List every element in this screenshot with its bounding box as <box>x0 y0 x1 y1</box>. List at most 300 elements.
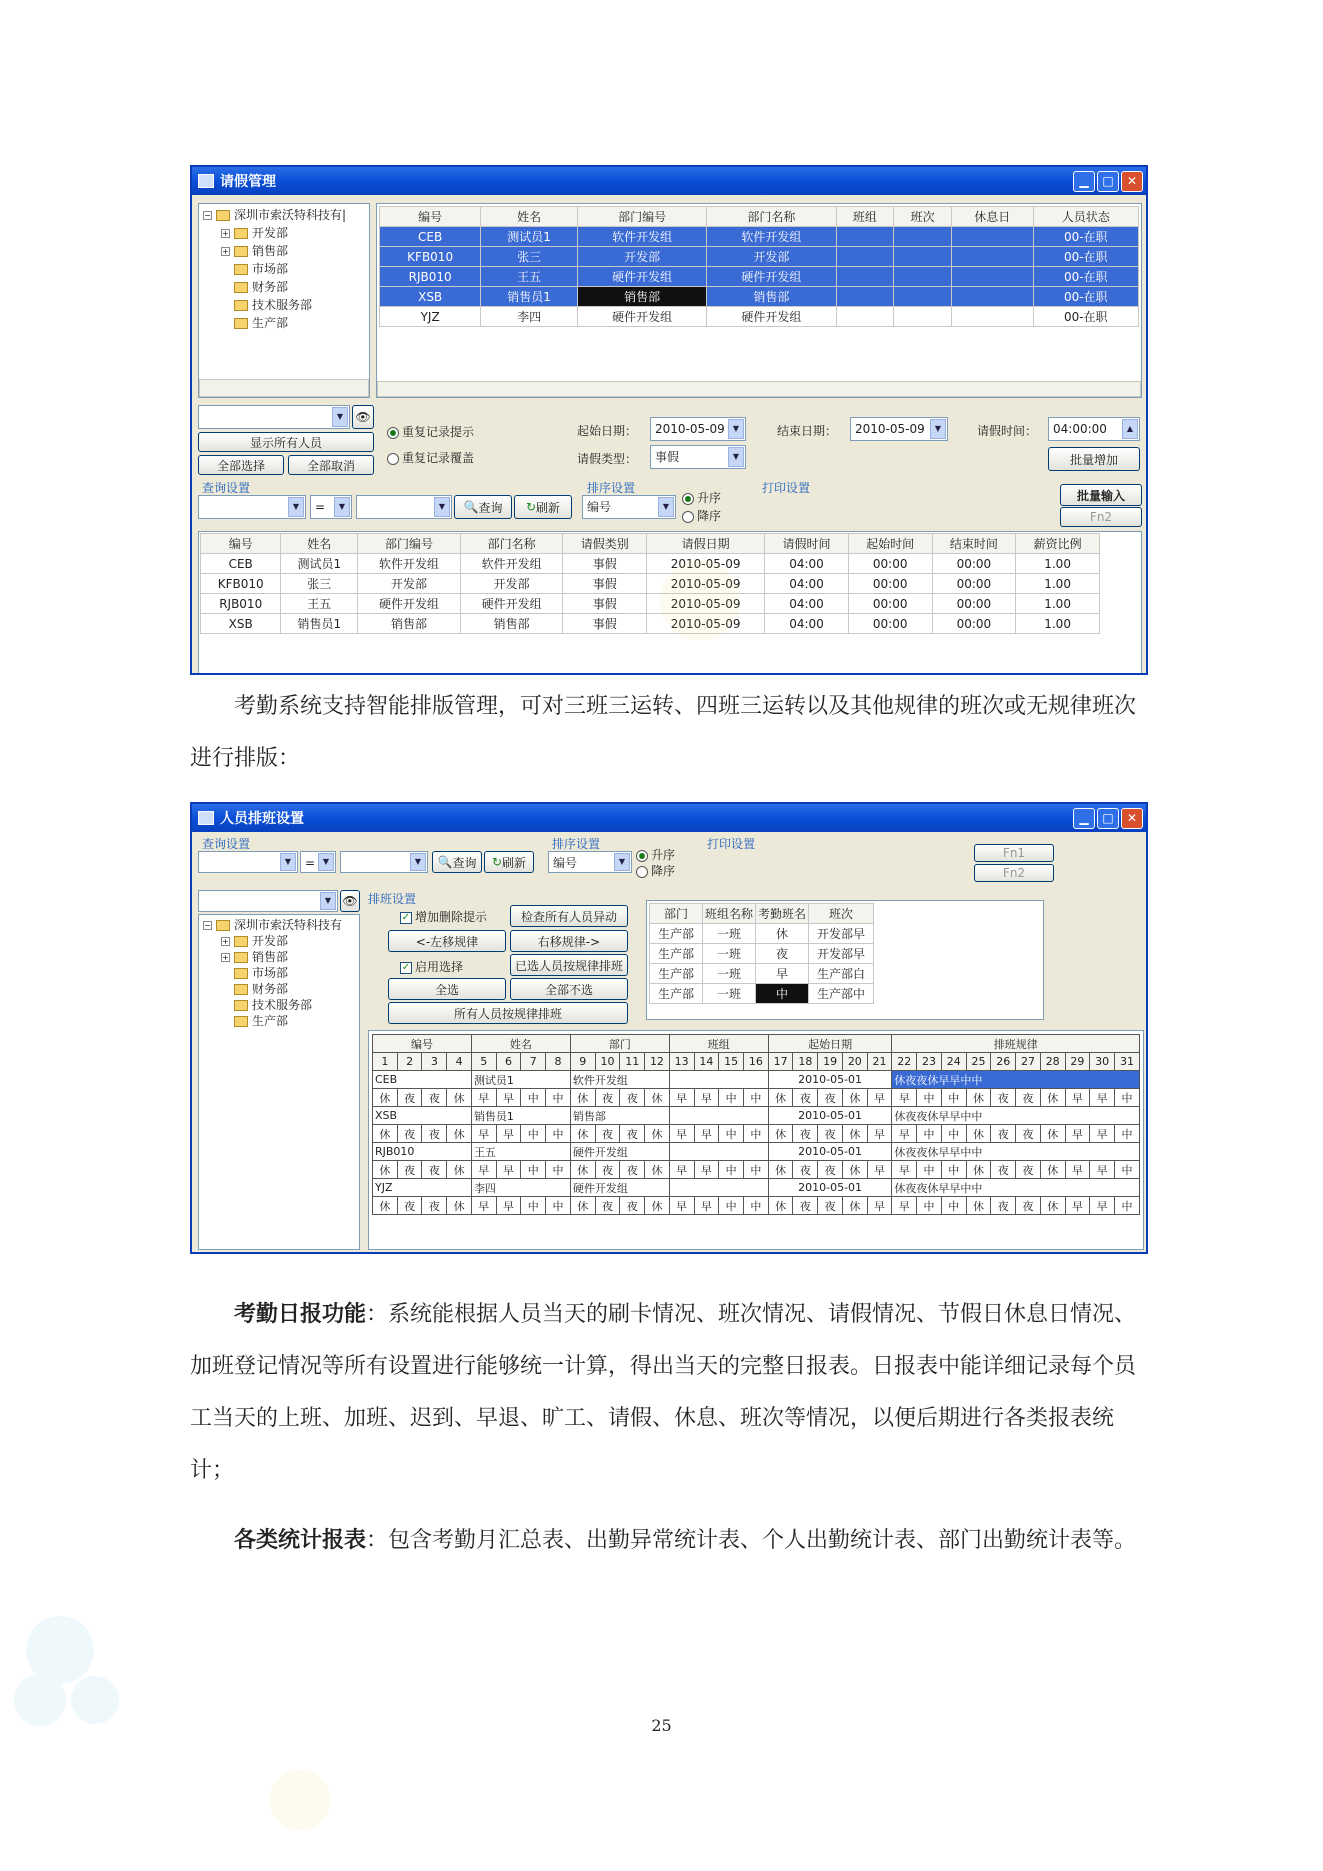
table-row[interactable] <box>380 247 1139 267</box>
fn1-button[interactable]: Fn1 <box>974 844 1054 862</box>
table-cell: 王五 <box>481 267 578 287</box>
table-cell: 夜 <box>991 1089 1016 1107</box>
table-cell: 事假 <box>563 594 647 614</box>
tree-node[interactable]: 财务部 <box>203 278 365 296</box>
table-cell: 硬件开发组 <box>358 594 461 614</box>
batch-input-button[interactable]: 批量输入 <box>1060 484 1142 506</box>
query-value-combo[interactable]: ▼ <box>356 495 452 519</box>
sort-field-combo[interactable]: 编号 ▼ <box>548 851 632 873</box>
table-cell: 中 <box>941 1125 966 1143</box>
window-title: 请假管理 <box>220 174 276 190</box>
table-row[interactable] <box>373 1071 1140 1089</box>
table-cell: 中 <box>521 1161 546 1179</box>
table-header <box>650 904 874 924</box>
schedule-grid[interactable] <box>372 1034 1140 1215</box>
table-cell: XSB <box>201 614 281 634</box>
magnifier-icon: 🔍 <box>463 500 479 514</box>
table-cell <box>836 267 894 287</box>
table-cell: 2 <box>397 1053 422 1071</box>
table-cell: 中 <box>719 1161 744 1179</box>
show-all-button[interactable]: 显示所有人员 <box>198 432 374 452</box>
table-cell: 请假时间 <box>765 534 849 554</box>
table-cell: 11 <box>620 1053 645 1071</box>
tree-node[interactable]: 市场部 <box>203 965 355 981</box>
table-row[interactable] <box>373 1125 1140 1143</box>
table-cell: 夜 <box>793 1197 818 1215</box>
table-row[interactable] <box>380 307 1139 327</box>
query-button[interactable]: 🔍 查询 <box>454 495 512 519</box>
window-title: 人员排班设置 <box>220 811 304 827</box>
table-cell: CEB <box>373 1071 472 1089</box>
table-cell: 夜 <box>756 944 809 964</box>
table-cell: 中 <box>941 1089 966 1107</box>
table-row[interactable] <box>650 944 874 964</box>
table-cell: 休 <box>645 1161 670 1179</box>
paragraph-daily-report: 考勤日报功能：系统能根据人员当天的刷卡情况、班次情况、请假情况、节假日休息日情况、加班登记情况等所有设置进行能够统一计算，得出当天的完整日报表。日报表中能详细记录每个员工当天的上班、加班、迟到、早退、旷工、请假、休息、班次等情况，以便后期进行各类报表统计； <box>190 1301 1137 1483</box>
table-cell: 开发部 <box>460 574 563 594</box>
check-changes-button[interactable]: 检查所有人员异动 <box>510 905 628 927</box>
folder-icon <box>234 952 248 963</box>
table-cell: 00:00 <box>848 614 932 634</box>
query-button[interactable]: 🔍 查询 <box>432 851 482 873</box>
table-cell: 请假日期 <box>647 534 765 554</box>
tree-node[interactable]: + 开发部 <box>222 226 289 240</box>
table-cell: 销售员1 <box>281 614 358 634</box>
tree-node[interactable]: 生产部 <box>203 1013 355 1029</box>
binoculars-icon: 👁 <box>342 894 358 908</box>
table-cell: 销售部 <box>460 614 563 634</box>
table-cell: 16 <box>744 1053 769 1071</box>
select-all-button[interactable]: 全部选择 <box>198 455 284 475</box>
sort-field-combo[interactable]: 编号 ▼ <box>582 495 676 519</box>
table-cell: CEB <box>380 227 481 247</box>
leave-type-field[interactable]: 事假 ▼ <box>650 445 746 469</box>
table-cell: 夜 <box>595 1197 620 1215</box>
table-cell: 夜 <box>422 1197 447 1215</box>
table-cell: 姓名 <box>281 534 358 554</box>
table-cell: 早 <box>892 1089 917 1107</box>
table-cell: 夜 <box>620 1161 645 1179</box>
table-cell: 事假 <box>563 574 647 594</box>
table-cell: 销售员1 <box>481 287 578 307</box>
end-date-field[interactable]: 2010-05-09 ▼ <box>850 417 948 441</box>
add-delete-prompt-checkbox[interactable]: ✓ 增加删除提示 <box>401 910 488 924</box>
table-cell: 薪资比例 <box>1016 534 1100 554</box>
table-cell: 起始日期 <box>768 1035 892 1053</box>
table-cell: 请假类别 <box>563 534 647 554</box>
table-row[interactable] <box>373 1053 1140 1071</box>
table-cell: 休 <box>756 924 809 944</box>
table-cell: 早 <box>496 1089 521 1107</box>
table-cell: 张三 <box>481 247 578 267</box>
table-cell: 17 <box>768 1053 793 1071</box>
cancel-all-button[interactable]: 全部取消 <box>288 455 374 475</box>
table-cell: 休 <box>645 1125 670 1143</box>
table-cell: 休 <box>768 1197 793 1215</box>
table-cell: 李四 <box>481 307 578 327</box>
table-cell: 1.00 <box>1016 594 1100 614</box>
minimize-button[interactable]: ▁ <box>1073 171 1095 192</box>
refresh-button[interactable]: ↻ 刷新 <box>484 851 534 873</box>
table-cell: 00-在职 <box>1033 267 1138 287</box>
table-cell: 硬件开发组 <box>707 307 836 327</box>
table-cell: 24 <box>941 1053 966 1071</box>
table-cell: 早 <box>471 1197 496 1215</box>
table-cell: 早 <box>867 1197 892 1215</box>
sort-asc-radio[interactable]: 升序 <box>636 846 675 863</box>
search-combo[interactable]: ▼ <box>198 890 338 912</box>
batch-add-button[interactable]: 批量增加 <box>1048 447 1140 471</box>
table-cell: 生产部中 <box>809 984 874 1004</box>
table-cell: 销售部 <box>358 614 461 634</box>
employee-table[interactable] <box>379 206 1139 327</box>
table-cell: 休 <box>1040 1197 1065 1215</box>
folder-icon <box>234 228 248 239</box>
folder-icon <box>234 264 248 275</box>
table-cell: 早 <box>1090 1089 1115 1107</box>
table-header <box>201 534 1100 554</box>
table-row[interactable] <box>201 574 1100 594</box>
tree-scrollbar[interactable] <box>199 379 369 397</box>
table-cell: 6 <box>496 1053 521 1071</box>
table-cell: 9 <box>570 1053 595 1071</box>
table-cell: 22 <box>892 1053 917 1071</box>
table-row[interactable] <box>373 1035 1140 1053</box>
table-cell: 早 <box>867 1089 892 1107</box>
table-cell: 部门名称 <box>707 207 836 227</box>
table-cell: 休 <box>1040 1161 1065 1179</box>
table-cell: 夜 <box>595 1125 620 1143</box>
table-cell: 姓名 <box>471 1035 570 1053</box>
table-cell: 夜 <box>793 1125 818 1143</box>
table-cell: 夜 <box>397 1125 422 1143</box>
table-cell: 中 <box>941 1197 966 1215</box>
table-cell: 19 <box>818 1053 843 1071</box>
table-cell: 硬件开发组 <box>707 267 836 287</box>
table-cell: 早 <box>1090 1125 1115 1143</box>
table-cell: 测试员1 <box>281 554 358 574</box>
table-row[interactable] <box>380 287 1139 307</box>
query-operator-combo[interactable]: = ▼ <box>310 495 352 519</box>
table-scrollbar[interactable] <box>377 381 1141 397</box>
table-row[interactable] <box>380 267 1139 287</box>
table-cell: 早 <box>1065 1197 1090 1215</box>
table-cell: 04:00 <box>765 594 849 614</box>
table-cell: 14 <box>694 1053 719 1071</box>
folder-icon <box>234 968 248 979</box>
table-cell: 开发部早 <box>809 944 874 964</box>
tree-node[interactable]: 生产部 <box>203 314 365 332</box>
tree-node[interactable]: + 销售部 <box>222 244 289 258</box>
table-cell: 休 <box>645 1089 670 1107</box>
leave-type-label: 请假类型： <box>577 452 638 466</box>
table-cell: XSB <box>380 287 481 307</box>
folder-icon <box>216 920 230 931</box>
move-right-button[interactable]: 右移规律-> <box>510 930 628 952</box>
tree-node[interactable]: + 开发部 <box>222 934 289 948</box>
shift-table[interactable] <box>649 903 874 1004</box>
table-cell: 一班 <box>703 984 756 1004</box>
folder-icon <box>234 318 248 329</box>
table-cell: 生产部 <box>650 964 703 984</box>
query-field-combo[interactable]: ▼ <box>198 851 298 873</box>
magnifier-icon: 🔍 <box>437 855 453 869</box>
table-cell: 早 <box>1065 1161 1090 1179</box>
table-row[interactable] <box>650 984 874 1004</box>
table-cell <box>951 287 1033 307</box>
table-cell: 5 <box>471 1053 496 1071</box>
table-row[interactable] <box>380 227 1139 247</box>
table-cell: 早 <box>471 1161 496 1179</box>
table-cell: 销售部 <box>707 287 836 307</box>
table-cell: 中 <box>941 1161 966 1179</box>
table-cell: 事假 <box>563 554 647 574</box>
table-cell: 休 <box>768 1125 793 1143</box>
table-cell: 休 <box>645 1197 670 1215</box>
table-cell: 编号 <box>373 1035 472 1053</box>
table-cell: 软件开发组 <box>707 227 836 247</box>
table-cell: 2010-05-09 <box>647 614 765 634</box>
table-cell: 休 <box>966 1197 991 1215</box>
title-bar <box>192 167 1146 195</box>
sort-desc-radio[interactable]: 降序 <box>636 862 675 879</box>
move-left-button[interactable]: <-左移规律 <box>388 930 506 952</box>
table-cell <box>894 307 952 327</box>
folder-icon <box>234 1016 248 1027</box>
table-cell <box>894 227 952 247</box>
leave-records-table[interactable] <box>200 533 1100 634</box>
start-date-field[interactable]: 2010-05-09 ▼ <box>650 417 746 441</box>
query-settings-label: 查询设置 <box>202 837 251 851</box>
table-cell: 销售部 <box>570 1107 669 1125</box>
table-cell: RJB010 <box>380 267 481 287</box>
table-cell: 部门 <box>650 904 703 924</box>
table-cell: RJB010 <box>373 1143 472 1161</box>
tree-node[interactable]: + 销售部 <box>222 950 289 964</box>
tree-node[interactable]: 技术服务部 <box>203 997 355 1013</box>
print-settings-label: 打印设置 <box>707 837 756 851</box>
table-cell: 班次 <box>809 904 874 924</box>
refresh-icon: ↻ <box>525 500 537 514</box>
table-cell: 事假 <box>563 614 647 634</box>
select-none-button[interactable]: 全部不选 <box>510 978 628 1000</box>
table-cell: 早 <box>694 1089 719 1107</box>
table-row[interactable] <box>373 1089 1140 1107</box>
table-cell: 销售员1 <box>471 1107 570 1125</box>
table-row[interactable] <box>373 1197 1140 1215</box>
table-row[interactable] <box>373 1107 1140 1125</box>
fn2-button[interactable]: Fn2 <box>1060 507 1142 527</box>
tree-node[interactable]: − 深圳市索沃特科技有| <box>204 208 347 222</box>
table-cell: 早 <box>1090 1161 1115 1179</box>
table-cell: 20 <box>842 1053 867 1071</box>
table-row[interactable] <box>373 1179 1140 1197</box>
tree-node[interactable]: 技术服务部 <box>203 296 365 314</box>
table-cell <box>836 227 894 247</box>
table-cell: 部门名称 <box>460 534 563 554</box>
tree-node[interactable]: − 深圳市索沃特科技有 <box>204 918 343 932</box>
table-cell: 编号 <box>201 534 281 554</box>
table-cell: 2010-05-01 <box>768 1179 892 1197</box>
table-cell: 休息日 <box>951 207 1033 227</box>
table-cell: KFB010 <box>201 574 281 594</box>
query-value-combo[interactable]: ▼ <box>340 851 428 873</box>
leave-time-field[interactable]: 04:00:00 ▲ <box>1048 417 1140 441</box>
table-cell: 夜 <box>397 1161 422 1179</box>
table-cell <box>894 247 952 267</box>
table-cell: 2010-05-09 <box>647 554 765 574</box>
table-cell: 休 <box>570 1161 595 1179</box>
table-cell: 中 <box>521 1089 546 1107</box>
leave-management-window <box>190 165 1148 675</box>
table-cell: 2010-05-09 <box>647 574 765 594</box>
title-bar <box>192 804 1146 832</box>
binoculars-button[interactable] <box>352 405 374 429</box>
table-cell <box>836 307 894 327</box>
folder-icon <box>234 936 248 947</box>
folder-icon <box>216 210 230 221</box>
table-cell: 中 <box>917 1161 942 1179</box>
folder-icon <box>234 246 248 257</box>
table-cell: 早 <box>694 1125 719 1143</box>
schedule-settings-label: 排班设置 <box>368 892 417 906</box>
sort-settings-label: 排序设置 <box>552 837 601 851</box>
table-cell: 31 <box>1115 1053 1140 1071</box>
table-cell: 硬件开发组 <box>570 1143 669 1161</box>
table-cell: 早 <box>1065 1089 1090 1107</box>
table-cell: 夜 <box>793 1089 818 1107</box>
table-row[interactable] <box>201 594 1100 614</box>
table-cell: 休 <box>373 1161 398 1179</box>
refresh-button[interactable]: ↻ 刷新 <box>514 495 572 519</box>
table-cell: RJB010 <box>201 594 281 614</box>
maximize-button[interactable]: □ <box>1097 171 1119 192</box>
enable-selection-checkbox[interactable]: ✓ 启用选择 <box>401 960 464 974</box>
table-cell: 部门编号 <box>358 534 461 554</box>
table-cell: 硬件开发组 <box>460 594 563 614</box>
table-cell: 开发部早 <box>809 924 874 944</box>
query-operator-combo[interactable]: = ▼ <box>300 851 336 873</box>
minimize-button[interactable]: ▁ <box>1073 808 1095 829</box>
table-cell: 夜 <box>620 1125 645 1143</box>
table-cell <box>951 307 1033 327</box>
sort-desc-radio[interactable]: 降序 <box>682 507 721 524</box>
table-cell: 休 <box>447 1161 472 1179</box>
table-cell: 班组 <box>836 207 894 227</box>
table-cell: 3 <box>422 1053 447 1071</box>
search-combo[interactable]: ▼ <box>198 405 350 429</box>
table-cell: 夜 <box>422 1089 447 1107</box>
table-cell: 销售部 <box>577 287 706 307</box>
table-cell: 休 <box>842 1089 867 1107</box>
table-cell: YJZ <box>380 307 481 327</box>
table-header <box>380 207 1139 227</box>
maximize-button[interactable]: □ <box>1097 808 1119 829</box>
table-cell: 1 <box>373 1053 398 1071</box>
table-cell: 04:00 <box>765 574 849 594</box>
table-cell: 测试员1 <box>471 1071 570 1089</box>
table-cell: 早 <box>1090 1197 1115 1215</box>
table-cell: 夜 <box>620 1197 645 1215</box>
table-cell: 早 <box>892 1125 917 1143</box>
all-schedule-button[interactable]: 所有人员按规律排班 <box>388 1002 628 1024</box>
table-cell: 中 <box>744 1161 769 1179</box>
select-all-button[interactable]: 全选 <box>388 978 506 1000</box>
table-cell <box>669 1107 768 1125</box>
table-cell: 班组名称 <box>703 904 756 924</box>
table-cell: 2010-05-01 <box>768 1071 892 1089</box>
table-cell: 00:00 <box>848 594 932 614</box>
table-cell: 编号 <box>380 207 481 227</box>
table-cell: 开发部 <box>707 247 836 267</box>
table-row[interactable] <box>201 554 1100 574</box>
table-cell: 早 <box>867 1161 892 1179</box>
table-row[interactable] <box>201 614 1100 634</box>
table-cell: 夜 <box>620 1089 645 1107</box>
table-cell: CEB <box>201 554 281 574</box>
table-cell <box>669 1179 768 1197</box>
table-cell: 夜 <box>397 1089 422 1107</box>
department-tree[interactable] <box>198 914 360 1250</box>
binoculars-button[interactable] <box>340 890 360 912</box>
folder-icon <box>234 282 248 293</box>
table-cell: 休夜夜休早早中中 <box>892 1107 1140 1125</box>
department-tree[interactable] <box>198 203 370 398</box>
table-row[interactable] <box>373 1161 1140 1179</box>
table-cell: 早 <box>496 1161 521 1179</box>
close-button[interactable]: ✕ <box>1121 808 1143 829</box>
table-cell: 早 <box>669 1197 694 1215</box>
table-cell: 中 <box>744 1197 769 1215</box>
table-cell: 00-在职 <box>1033 307 1138 327</box>
table-cell: 25 <box>966 1053 991 1071</box>
radio-repeat-cover[interactable]: 重复记录覆盖 <box>387 449 474 466</box>
tree-node[interactable]: 财务部 <box>203 981 355 997</box>
tree-node[interactable]: 市场部 <box>203 260 365 278</box>
leave-records-panel <box>198 531 1142 675</box>
fn2-button[interactable]: Fn2 <box>974 864 1054 882</box>
radio-repeat-prompt[interactable]: 重复记录提示 <box>387 423 474 440</box>
table-row[interactable] <box>650 964 874 984</box>
print-settings-label: 打印设置 <box>762 481 811 495</box>
table-cell: 夜 <box>818 1161 843 1179</box>
shift-table-panel <box>646 900 1044 1020</box>
table-row[interactable] <box>650 924 874 944</box>
table-row[interactable] <box>373 1143 1140 1161</box>
table-cell: 王五 <box>281 594 358 614</box>
table-cell: 04:00 <box>765 554 849 574</box>
table-cell: 中 <box>546 1089 571 1107</box>
table-cell: 13 <box>669 1053 694 1071</box>
table-cell: 中 <box>719 1197 744 1215</box>
table-cell: 00-在职 <box>1033 287 1138 307</box>
table-cell: 休 <box>768 1161 793 1179</box>
table-cell: 夜 <box>991 1161 1016 1179</box>
table-cell: 早 <box>892 1197 917 1215</box>
close-button[interactable]: ✕ <box>1121 171 1143 192</box>
table-cell: 15 <box>719 1053 744 1071</box>
table-cell: 夜 <box>595 1089 620 1107</box>
table-cell: KFB010 <box>380 247 481 267</box>
table-cell: 早 <box>669 1125 694 1143</box>
table-cell: 中 <box>1115 1089 1140 1107</box>
selected-schedule-button[interactable]: 已选人员按规律排班 <box>510 954 628 976</box>
table-cell: 班组 <box>669 1035 768 1053</box>
table-cell: 早 <box>694 1197 719 1215</box>
sort-asc-radio[interactable]: 升序 <box>682 489 721 506</box>
paragraph-scheduling: 考勤系统支持智能排版管理，可对三班三运转、四班三运转以及其他规律的班次或无规律班次进行排版： <box>190 694 1137 771</box>
query-field-combo[interactable]: ▼ <box>198 495 306 519</box>
